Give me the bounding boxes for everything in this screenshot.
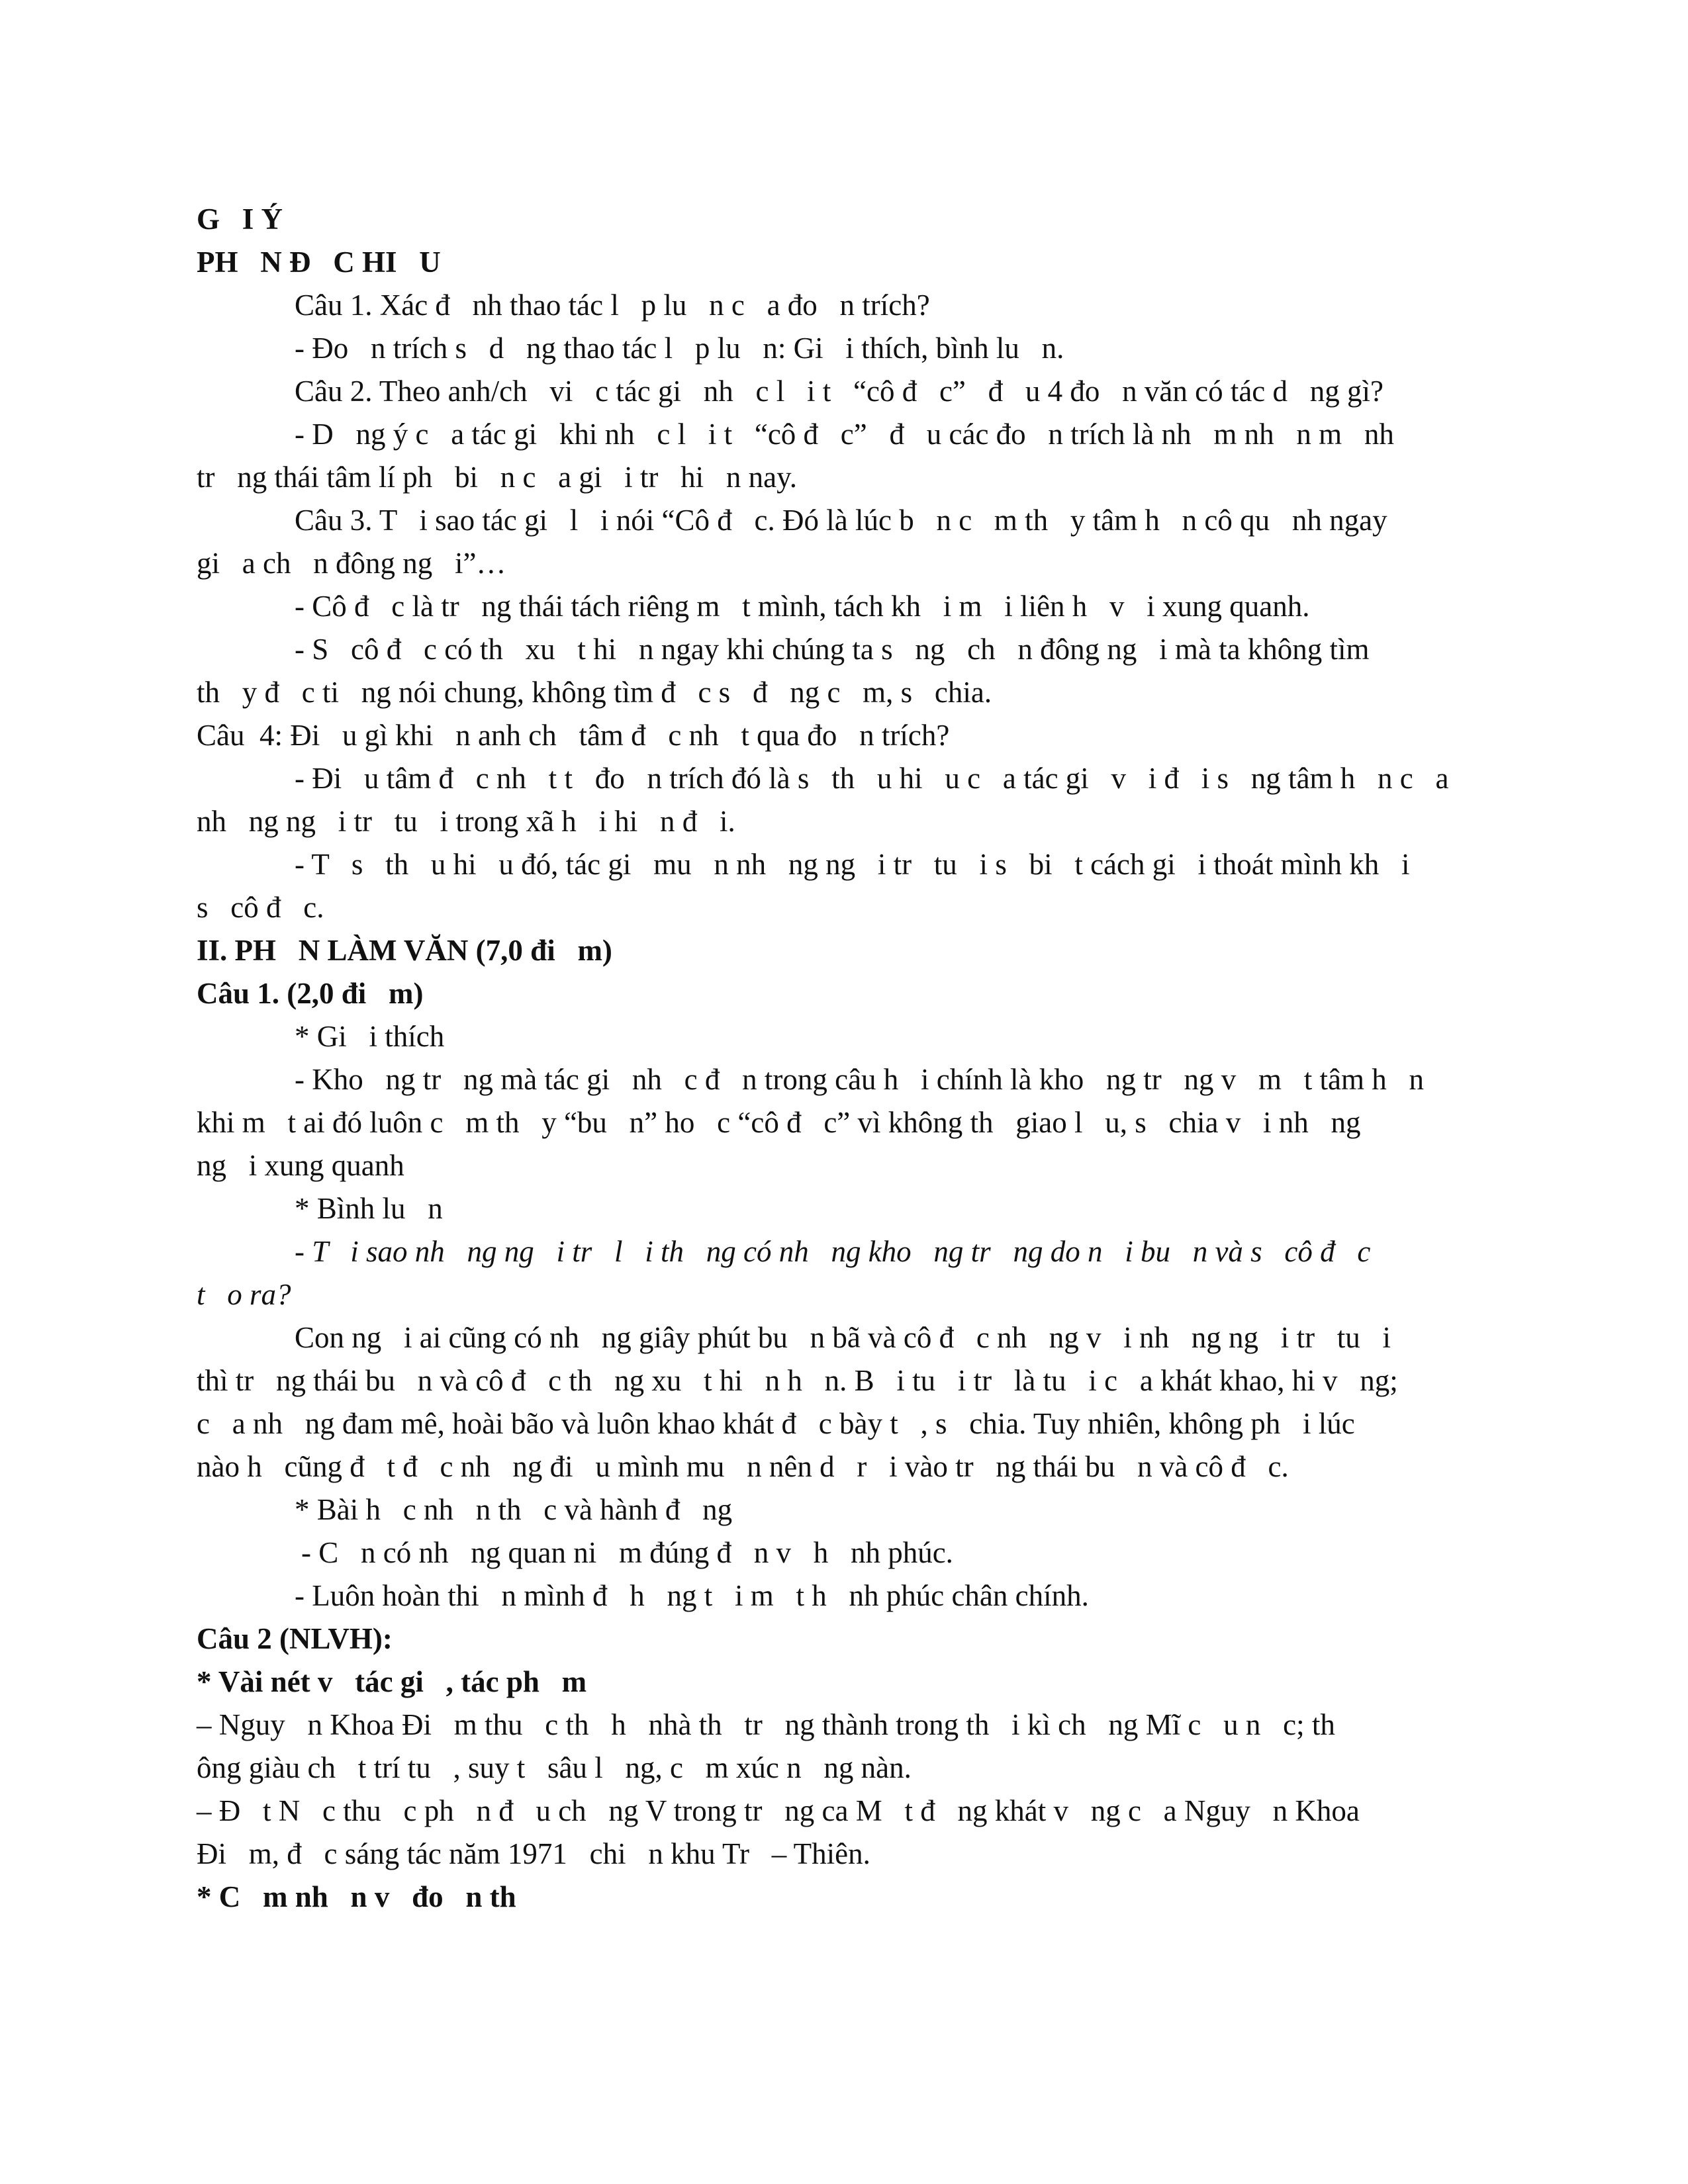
italic-question-line: - T i sao nh ng ng i tr l i th ng có nh ng kho ng tr ng do n i bu n và s cô đ c [295, 1235, 1371, 1268]
italic-question-line: t o ra? [197, 1278, 291, 1311]
body-line: - Luôn hoàn thi n mình đ h ng t i m t h nh phúc chân chính. [295, 1579, 1089, 1612]
answer-line: - S cô đ c có th xu t hi n ngay khi chúng ta s ng ch n đông ng i mà ta không tìm [295, 633, 1370, 666]
answer-line: th y đ c ti ng nói chung, không tìm đ c s đ ng c m, s chia. [197, 676, 992, 709]
answer-line: - Cô đ c là tr ng thái tách riêng m t mình, tách kh i m i liên h v i xung quanh. [295, 590, 1310, 623]
question-line: Câu 1. Xác đ nh thao tác l p lu n c a đo n trích? [295, 289, 930, 322]
body-line: – Đ t N c thu c ph n đ u ch ng V trong tr ng ca M t đ ng khát v ng c a Nguy n Khoa [197, 1794, 1360, 1827]
question-line: Câu 4: Đi u gì khi n anh ch tâm đ c nh t qua đo n trích? [197, 719, 950, 752]
answer-line: nh ng ng i tr tu i trong xã h i hi n đ i. [197, 805, 735, 838]
heading-goi-y: G I Ý [197, 203, 283, 236]
question-line: gi a ch n đông ng i”… [197, 547, 506, 580]
heading-tac-gia-tac-pham: * Vài nét v tác gi , tác ph m [197, 1665, 587, 1698]
body-line: thì tr ng thái bu n và cô đ c th ng xu t hi n h n. B i tu i tr là tu i c a khát khao, hi v ng; [197, 1364, 1398, 1397]
body-line: – Nguy n Khoa Đi m thu c th h nhà th tr ng thành trong th i kì ch ng Mĩ c u n c; th [197, 1708, 1335, 1741]
subheading-giai-thich: * Gi i thích [295, 1020, 445, 1053]
subheading-bai-hoc: * Bài h c nh n th c và hành đ ng [295, 1493, 733, 1526]
answer-line: - T s th u hi u đó, tác gi mu n nh ng ng i tr tu i s bi t cách gi i thoát mình kh i [295, 848, 1410, 881]
answer-line: - D ng ý c a tác gi khi nh c l i t “cô đ c” đ u các đo n trích là nh m nh n m nh [295, 418, 1394, 451]
body-line: - Kho ng tr ng mà tác gi nh c đ n trong câu h i chính là kho ng tr ng v m t tâm h n [295, 1063, 1424, 1096]
body-line: c a nh ng đam mê, hoài bão và luôn khao khát đ c bày t , s chia. Tuy nhiên, không ph i lúc [197, 1407, 1355, 1440]
body-line: nào h cũng đ t đ c nh ng đi u mình mu n nên d r i vào tr ng thái bu n và cô đ c. [197, 1450, 1289, 1483]
question-line: Câu 3. T i sao tác gi l i nói “Cô đ c. Đó là lúc b n c m th y tâm h n cô qu nh ngay [295, 504, 1387, 537]
answer-line: - Đi u tâm đ c nh t t đo n trích đó là s th u hi u c a tác gi v i đ i s ng tâm h n c a [295, 762, 1449, 795]
body-line: ng i xung quanh [197, 1149, 404, 1182]
heading-doc-hieu: PH N Đ C HI U [197, 246, 441, 279]
body-line: ông giàu ch t trí tu , suy t sâu l ng, c m xúc n ng nàn. [197, 1751, 912, 1784]
heading-cau-2: Câu 2 (NLVH): [197, 1622, 393, 1655]
answer-line: tr ng thái tâm lí ph bi n c a gi i tr hi n nay. [197, 461, 797, 494]
answer-line: - Đo n trích s d ng thao tác l p lu n: Gi i thích, bình lu n. [295, 332, 1064, 365]
heading-lam-van: II. PH N LÀM VĂN (7,0 đi m) [197, 934, 612, 967]
body-line: khi m t ai đó luôn c m th y “bu n” ho c “cô đ c” vì không th giao l u, s chia v i nh ng [197, 1106, 1361, 1139]
subheading-binh-luan: * Bình lu n [295, 1192, 443, 1225]
body-line: Con ng i ai cũng có nh ng giây phút bu n bã và cô đ c nh ng v i nh ng ng i tr tu i [295, 1321, 1391, 1354]
heading-cam-nhan: * C m nh n v đo n th [197, 1880, 516, 1913]
body-line: Đi m, đ c sáng tác năm 1971 chi n khu Tr – Thiên. [197, 1837, 870, 1870]
question-line: Câu 2. Theo anh/ch vi c tác gi nh c l i t “cô đ c” đ u 4 đo n văn có tác d ng gì? [295, 375, 1384, 408]
body-line: - C n có nh ng quan ni m đúng đ n v h nh phúc. [301, 1536, 953, 1569]
heading-cau-1: Câu 1. (2,0 đi m) [197, 977, 424, 1010]
answer-line: s cô đ c. [197, 891, 324, 924]
